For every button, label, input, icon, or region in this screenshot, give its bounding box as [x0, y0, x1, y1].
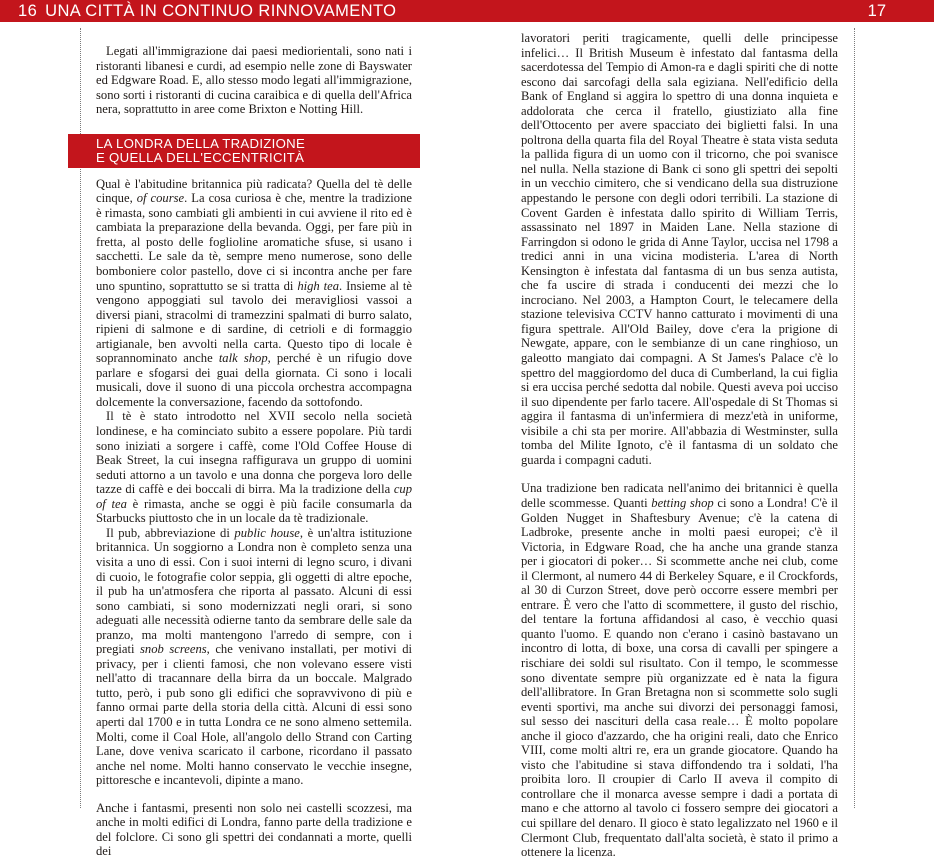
paragraph-pub: Il pub, abbreviazione di public house, è un'altra istituzione britannica. Un soggiorno a Londra non è completo senza una visita a uno di essi. Con i suoi interni di legno scuro, i divani di cuoio, le fotografie color seppia, gli oggetti di altre epoche, il pub ha un'atmosfera che riporta al passato. Alcuni di essi sono cambiati, si sono modernizzati negli orari, si sono adeguati alle necessità odierne tanto da sembrare delle sale da pranzo, ma molti mantengono l'arredo di sempre, con i pregiati snob screens, che venivano installati, per motivi di privacy, per i clienti famosi, che non volevano essere visti nell'atto di tracannare della birra da un boccale. Malgrado tutto, però, i pub sono gli edifici che sopravvivono di più e fanno ormai parte della storia della città. Alcuni di essi sono aperti dal 1700 e in tutta Londra ce ne sono almeno settemila. Molti, come il Coal Hole, all'angolo dello Strand con Carting Lane, dove veniva scaricato il carbone, ricordano il passato anche nel nome. Molti hanno conservato le vecchie insegne, pittoresche e incantevoli, dipinte a mano. — [96, 525, 412, 788]
right-margin-rule — [854, 28, 855, 808]
section-heading-line-2: E QUELLA DELL'ECCENTRICITÀ — [96, 150, 305, 166]
chapter-title: UNA CITTÀ IN CONTINUO RINNOVAMENTO — [45, 2, 397, 20]
paragraph-ghosts-start: Anche i fantasmi, presenti non solo nei castelli scozzesi, ma anche in molti edifici di Londra, fanno parte della tradizione e del folclore. Ci sono gli spettri dei condannati a morte, quelli dei — [96, 800, 412, 859]
paragraph-betting: Una tradizione ben radicata nell'animo dei britannici è quella delle scommesse. Quanti betting shop ci sono a Londra! C'è il Golden Nugget in Shaftesbury Avenue; c'è la catena di Ladbroke, presente anche in molti paesi europei; c'è il Victoria, in Edgware Road, che ha anche una grande stanza per i giocatori di poker… Si scommette anche nei club, come il Clermont, al numero 44 di Berkeley Square, e il Crockfords, al 30 di Curzon Street, dove però occorre essere membri per entrare. È vero che l'atto di scommettere, il gusto del rischio, del tentare la fortuna affidandosi al caso, è vecchio quasi quanto l'uomo. E quando non c'erano i casinò bastavano un incontro di lotta, di boxe, una corsa di cavalli per spingere a rischiare dei soldi sul risultato. Con il tempo, le scommesse sono diventate sempre più organizzate ed è nata la figura dell'allibratore. In Gran Bretagna non si scommette solo sugli eventi sportivi, ma anche sui divorzi dei personaggi famosi, sul sesso dei nascituri della casa reale… È molto popolare anche il gioco d'azzardo, che ha origini reali, dato che Enrico VIII, come molti altri re, era un grande giocatore. Quando ha visto che l'abitudine si stava diffondendo tra i soldati, l'ha proibita loro. Il croupier di Carlo II aveva il compito di controllare che il monarca avesse sempre i dadi a portata di mano e che attorno al tavolo ci fossero sempre dei giocatori a cui spillare del denaro. Il gioco è stato legalizzato nel 1960 e il Clermont Club, frequentato dall'alta società, è stato il primo a ottenere la licenza. — [521, 481, 838, 860]
right-page-number: 17 — [867, 2, 886, 20]
paragraph-tea-history: Il tè è stato introdotto nel XVII secolo nella società londinese, e ha cominciato subito a essere popolare. Più tardi sono iniziati a sorgere i caffè, come l'Old Coffee House di Beak Street, la cui insegna raffigurava un gruppo di uomini seduti attorno a un tavolo e una donna che porgeva loro delle tazze di caffè e dei boccali di birra. Ma la tradizione della cup of tea è rimasta, anche se oggi è più facile consumarla da Starbucks piuttosto che in un locale da tè tradizionale. — [96, 409, 412, 526]
intro-paragraph: Legati all'immigrazione dai paesi mediorientali, sono nati i ristoranti libanesi e curdi, ad esempio nelle zone di Bayswater ed Edgware Road. E, allo stesso modo legati all'immigrazione, sono sorti i ristoranti di cucina caraibica e di quella dell'Africa nera, soprattutto in aree come Brixton e Notting Hill. — [96, 44, 412, 117]
paragraph-ghosts-continued: lavoratori periti tragicamente, quelli delle principesse infelici… Il British Museum è infestato dal fantasma della sacerdotessa del Tempio di Amon-ra e dagli spiriti che di notte escono dai sarcofagi della sala egiziana. Nell'edificio della Bank of England si aggira lo spettro di una donna inquieta e addolorata che cerca il fratello, giustiziato alla fine dell'Ottocento per avere spacciato dei biglietti falsi. In una poltrona della quarta fila del Royal Theatre è stata vista seduta la pallida figura di un uomo con il tricorno, che poi svanisce nel nulla. Nella stazione di Bank ci sono gli spettri dei sepolti in un vecchio cimitero, che si vendicano della sua distruzione appestando le persone con degli odori terribili. La stazione di Covent Garden è infestata dallo spirito di William Terris, assassinato nel 1897 in Maiden Lane. Nella stazione di Farringdon si odono le grida di Anne Taylor, uccisa nel 1798 a tredici anni in una vicina modisteria. L'area di North Kensington è infestata dal fantasma di un bus senza autista, che fa uscire di strada i conducenti dei mezzi che lo incrociano. Nel 2003, a Hampton Court, le telecamere della stazione televisiva CCTV hanno catturato i movimenti di una figura spettrale. All'Old Bailey, dove c'era la prigione di Newgate, appare, con le sembianze di un cane ringhioso, un galeotto mangiato dai compagni. A St James's Palace c'è lo spettro del maggiordomo del duca di Cumberland, la cui figlia si era uccisa perché sedotta dal nobile. Questi aveva poi ucciso il suo dipendente per farlo tacere. All'ospedale di St Thomas si aggira il fantasma di un'infermiera di mezz'età in uniforme, visibile a chi sta per morire. All'abbazia di Westminster, sulla tomba del Milite Ignoto, c'è il fantasma di un soldato che guarda i compagni caduti. — [521, 31, 838, 467]
right-page-column — [521, 31, 838, 860]
paragraph-tea: Qual è l'abitudine britannica più radicata? Quella del tè delle cinque, of course. La cosa curiosa è che, mentre la tradizione è rimasta, sono cambiati gli ambienti in cui avviene il rito ed è cambiata la preparazione della bevanda. Oggi, per fare più in fretta, al posto delle foglioline aromatiche sfuse, si usano i sacchetti. Le sale da tè, sempre meno numerose, sono delle bomboniere color pastello, dove ci si incontra anche per fare uno spuntino, soprattutto se si tratta di high tea. Insieme al tè vengono appoggiati sul tavolo dei meravigliosi vassoi a diversi piani, stracolmi di tramezzini spalmati di burro salato, ripieni di salmone e di sardine, di cetrioli e di formaggio artigianale, ben avvolti nella carta. Questo tipo di locale è soprannominato anche talk shop, perché è un rifugio dove parlare e sfogarsi dei guai della giornata. Ci sono i locali musicali, dove il suono di una piccola orchestra accompagna dolcemente la conversazione, facendo da sottofondo. — [96, 176, 413, 409]
section-heading-line-1: LA LONDRA DELLA TRADIZIONE — [96, 135, 306, 151]
left-running-header — [18, 2, 396, 21]
left-page-number: 16 — [18, 2, 38, 20]
left-page-column — [96, 44, 412, 859]
section-heading — [68, 134, 420, 168]
